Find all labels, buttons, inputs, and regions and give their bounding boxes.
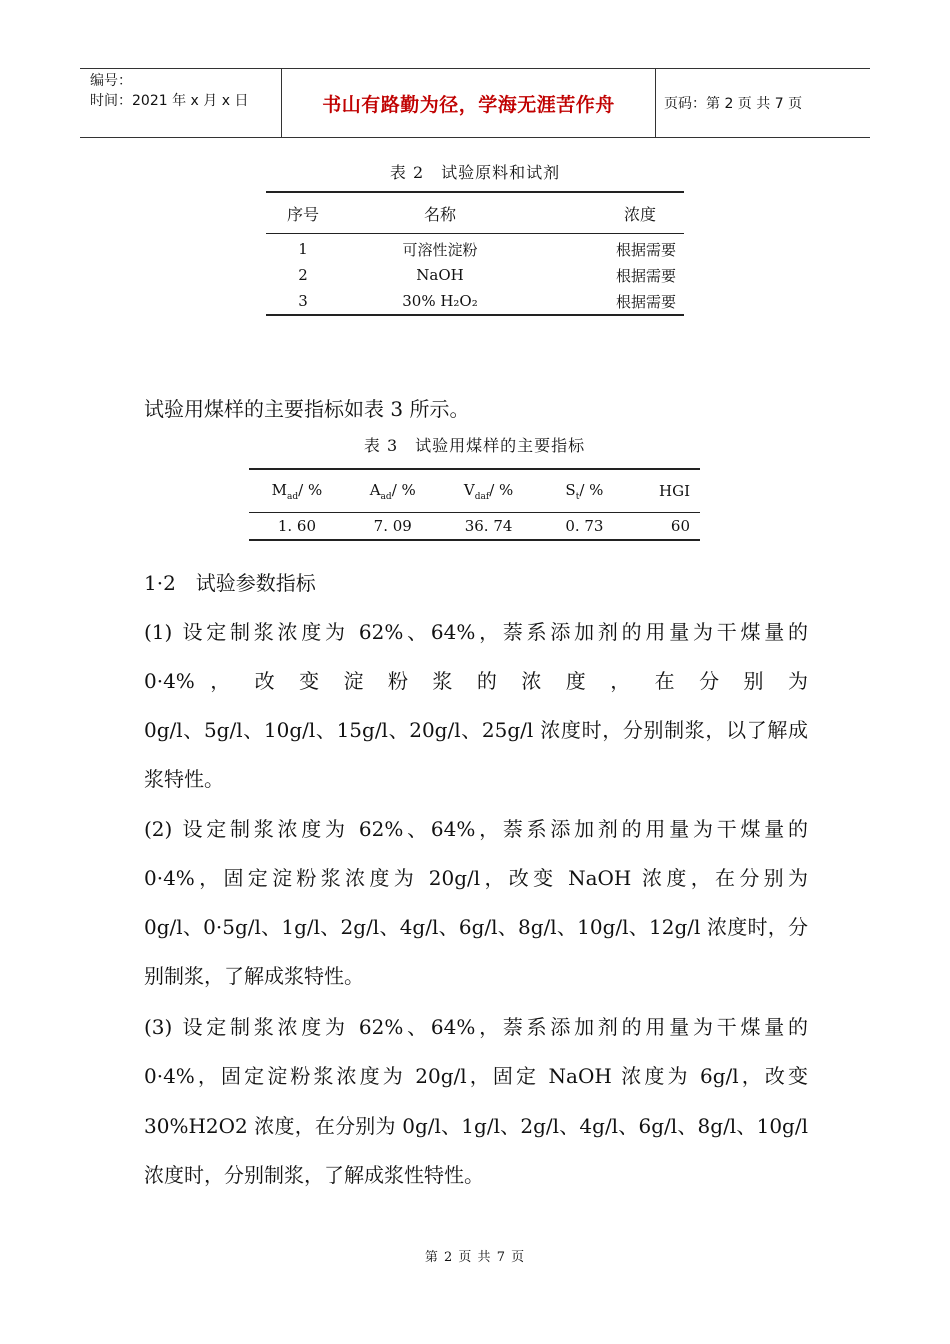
page-header [80,68,870,138]
table-row [249,513,700,539]
table2 [266,191,684,316]
time-label: 时间：2021 年 x 月 x 日 [90,93,249,109]
header-unit: / % [489,480,514,499]
header-symbol: V [463,480,475,499]
paragraph-line: 别制浆，了解成浆特性。 [144,964,364,988]
code-label: 编号： [90,73,132,89]
table-row [266,262,684,288]
table3-header-cell [441,481,537,502]
page-footer: 第 2 页 共 7 页 [424,1250,526,1265]
table3-header-row [249,470,700,513]
table3-cell: 36. 74 [464,517,513,535]
header-subscript: t [575,491,580,502]
header-symbol: A [369,480,381,499]
table3-cell: 7. 09 [373,517,412,535]
header-symbol: HGI [659,482,690,500]
table2-header-cell: 序号 [286,204,319,224]
table2-cell: 1 [298,240,308,258]
table2-cell: 可溶性淀粉 [402,240,478,259]
header-subscript: daf [474,491,490,502]
table2-cell: 根据需要 [615,266,676,285]
table2-cell: 根据需要 [615,240,676,259]
table3-header-cell [249,481,345,502]
table-row [266,288,684,314]
paragraph-line: 0·4% ， 改 变 淀 粉 浆 的 浓 度 ， 在 分 别 为 [144,669,808,693]
table3-header-cell [536,481,632,502]
table2-cell: 2 [298,266,308,284]
header-meta [80,69,282,137]
header-symbol: S [565,480,576,499]
table2-header-cell: 浓度 [623,204,656,224]
table2-caption: 表 2 试验原料和试剂 [389,163,561,182]
table2-header-row [266,193,684,234]
paragraph-line: 0g/l、0·5g/l、1g/l、2g/l、4g/l、6g/l、8g/l、10g/l、12g/l 浓度时，分 [144,915,808,939]
table2-cell: 30% H₂O₂ [402,292,478,310]
paragraph-line: 0·4%，固定淀粉浆浓度为 20g/l，改变 NaOH 浓度，在分别为 [144,866,808,890]
table3-header-cell [345,481,441,502]
paragraph-line: (1) 设定制浆浓度为 62%、64%，萘系添加剂的用量为干煤量的 [144,620,808,644]
table3-cell: 0. 73 [565,517,604,535]
table2-cell: 3 [298,292,308,310]
section-title: 1·2 试验参数指标 [144,571,316,595]
header-page-info: 页码：第 2 页 共 7 页 [664,96,803,112]
header-motto: 书山有路勤为径，学海无涯苦作舟 [282,69,656,137]
intro-text: 试验用煤样的主要指标如表 3 所示。 [144,397,470,421]
header-symbol: M [271,480,287,499]
header-subscript: ad [380,491,392,502]
header-unit: / % [391,480,416,499]
paragraph-line: (2) 设定制浆浓度为 62%、64%，萘系添加剂的用量为干煤量的 [144,817,808,841]
table3-caption: 表 3 试验用煤样的主要指标 [363,436,586,455]
table3-cell: 1. 60 [277,517,316,535]
table2-cell: 根据需要 [615,292,676,311]
paragraph-line: 浆特性。 [144,767,224,791]
paragraph-line: 浓度时，分别制浆，了解成浆性特性。 [144,1163,484,1187]
header-unit: / % [298,480,323,499]
table3-cell: 60 [670,517,690,535]
paragraph-line: 0·4%，固定淀粉浆浓度为 20g/l，固定 NaOH 浓度为 6g/l，改变 [144,1064,808,1088]
header-unit: / % [579,480,604,499]
table2-cell: NaOH [416,266,464,284]
table3-header-cell [632,482,700,500]
table3 [249,468,700,541]
table2-header-cell: 名称 [423,204,456,224]
header-subscript: ad [286,491,299,502]
paragraph-line: 0g/l、5g/l、10g/l、15g/l、20g/l、25g/l 浓度时，分别制浆，以了解成 [144,718,808,742]
table-row [266,236,684,262]
paragraph-line: 30%H2O2 浓度，在分别为 0g/l、1g/l、2g/l、4g/l、6g/l、8g/l、10g/l [144,1114,808,1138]
paragraph-line: (3) 设定制浆浓度为 62%、64%，萘系添加剂的用量为干煤量的 [144,1015,808,1039]
